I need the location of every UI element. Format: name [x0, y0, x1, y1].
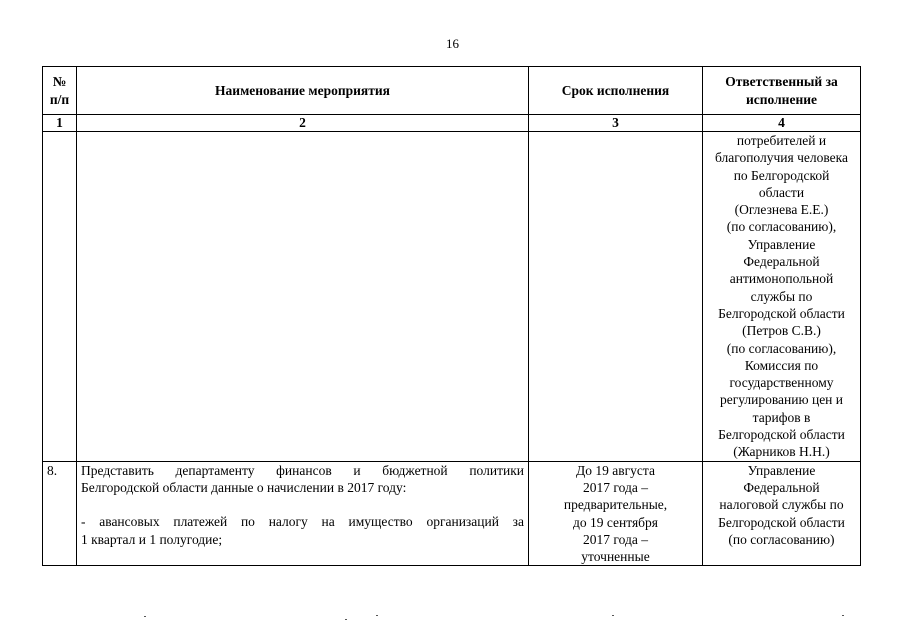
- header-deadline: Срок исполнения: [529, 67, 703, 115]
- measure-text-line: 1 квартал и 1 полугодие;: [81, 531, 223, 547]
- scan-speck: [345, 619, 347, 620]
- responsible-line: Белгородской области: [718, 514, 845, 530]
- header-num-line: №: [52, 74, 67, 90]
- measures-table: [42, 66, 861, 566]
- name-cell: [77, 132, 529, 462]
- responsible-cell: [703, 461, 861, 566]
- deadline-cell: [529, 132, 703, 462]
- measure-text-line: Представить департаменту финансов и бюджетной политики: [81, 462, 524, 478]
- measure-text-line: Белгородской области данные о начислении в 2017 году:: [81, 479, 407, 495]
- scan-specks: [0, 612, 905, 632]
- measure-name-cell: [77, 461, 529, 566]
- responsible-line: (Жарников Н.Н.): [733, 444, 830, 460]
- deadline-line: До 19 августа: [576, 462, 655, 478]
- deadline-line: до 19 сентября: [572, 514, 658, 530]
- responsible-line: регулированию цен и: [719, 392, 844, 408]
- deadline-cell: [529, 461, 703, 566]
- responsible-line: (Оглезнева Е.Е.): [734, 202, 829, 218]
- responsible-line: Федеральной: [743, 479, 820, 495]
- responsible-line: Управление: [747, 462, 816, 478]
- responsible-line: налоговой службы по: [719, 497, 844, 513]
- responsible-line: антимонопольной: [729, 271, 834, 287]
- responsible-line: службы по: [750, 288, 813, 304]
- row-number: 8.: [43, 461, 77, 566]
- responsible-line: Комиссия по: [744, 357, 819, 373]
- responsible-line: (по согласованию): [728, 531, 835, 547]
- deadline-line: предварительные,: [563, 497, 668, 513]
- column-number: 4: [703, 115, 861, 132]
- responsible-line: Белгородской области: [718, 305, 845, 321]
- responsible-line: (по согласованию),: [726, 219, 837, 235]
- scan-speck: [144, 616, 146, 617]
- header-responsible-line: Ответственный за: [725, 74, 838, 90]
- table-row-8: [43, 461, 861, 566]
- measure-text-line: - авансовых платежей по налогу на имущество организаций за: [81, 514, 524, 530]
- header-responsible-line: исполнение: [745, 91, 817, 107]
- scan-speck: [612, 615, 614, 616]
- responsible-cell: [703, 132, 861, 462]
- responsible-line: области: [758, 184, 805, 200]
- page-number: 16: [446, 36, 459, 51]
- responsible-line: Белгородской области: [718, 427, 845, 443]
- deadline-line: 2017 года –: [583, 479, 648, 495]
- column-number: 2: [77, 115, 529, 132]
- column-number-row: [43, 115, 861, 132]
- header-num: [43, 67, 77, 115]
- responsible-line: благополучия человека: [715, 150, 848, 166]
- table-header-row: [43, 67, 861, 115]
- num-cell: [43, 132, 77, 462]
- responsible-line: Федеральной: [743, 254, 820, 270]
- responsible-line: тарифов в: [752, 409, 811, 425]
- column-number: 3: [529, 115, 703, 132]
- header-responsible: [703, 67, 861, 115]
- paragraph-gap: [81, 496, 524, 513]
- responsible-line: (по согласованию),: [726, 340, 837, 356]
- deadline-line: уточненные: [581, 549, 650, 565]
- deadline-line: 2017 года –: [583, 531, 648, 547]
- responsible-line: (Петров С.В.): [742, 323, 821, 339]
- responsible-line: по Белгородской: [733, 167, 830, 183]
- responsible-line: государственному: [729, 375, 834, 391]
- header-name: Наименование мероприятия: [77, 67, 529, 115]
- scan-speck: [376, 615, 378, 616]
- table-row-continued: [43, 132, 861, 462]
- responsible-line: потребителей и: [736, 133, 827, 148]
- header-num-line: п/п: [49, 91, 70, 107]
- scan-speck: [842, 615, 844, 616]
- column-number: 1: [43, 115, 77, 132]
- responsible-line: Управление: [747, 236, 816, 252]
